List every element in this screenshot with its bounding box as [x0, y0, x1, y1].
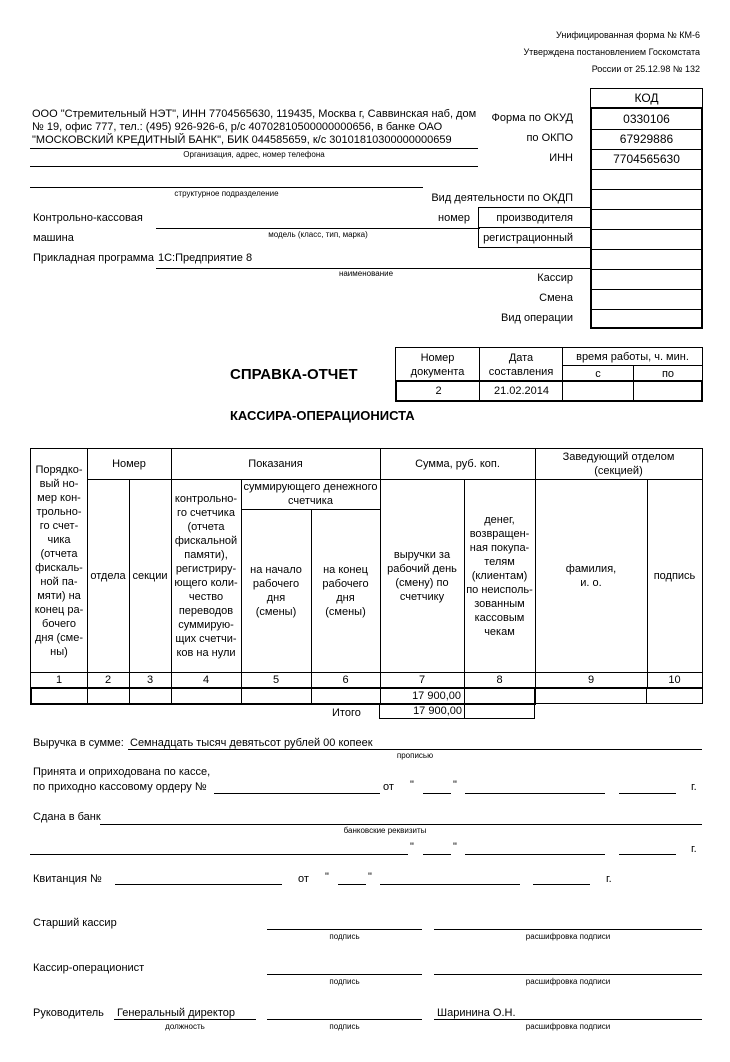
col-num-9: 9 [587, 674, 595, 686]
cashier-operator-sign-caption: подпись [329, 977, 360, 986]
bank-year-line [619, 854, 676, 855]
work-time-header: время работы, ч. мин. [576, 350, 689, 363]
program-label: Прикладная программа [33, 252, 154, 264]
returned-header: денег, возвращен-ная покупа-телям (клиентам) по неисполь-зованным кассовым чекам [466, 513, 533, 638]
manager-decode-caption: расшифровка подписи [525, 1022, 611, 1031]
bank-quote-open: " [410, 841, 414, 853]
manager-position-caption: должность [165, 1022, 205, 1031]
organization-caption: Организация, адрес, номер телефона [183, 150, 325, 159]
manager-name-value: Шаринина О.Н. [437, 1007, 516, 1019]
receipt-quote-close: " [368, 871, 372, 883]
dept-header: отдела [90, 569, 126, 582]
receipt-day-line [338, 884, 366, 885]
col-num-4: 4 [202, 674, 210, 686]
total-row [379, 704, 535, 719]
registration-label: регистрационный [483, 232, 573, 244]
doc-info-values [395, 380, 703, 402]
bank-label: Сдана в банк [33, 811, 101, 823]
kkm-label-1: Контрольно-кассовая [33, 212, 143, 224]
inn-label: ИНН [549, 152, 573, 164]
senior-cashier-sign-line[interactable] [267, 929, 422, 930]
section-header: секции [132, 569, 168, 582]
order-day-line [423, 793, 451, 794]
main-table-header [30, 448, 703, 688]
okdp-label: Вид деятельности по ОКДП [431, 192, 573, 204]
kkm-underline [156, 228, 480, 229]
doc-number-value: 2 [435, 385, 442, 397]
revenue-words-underline [128, 749, 702, 750]
senior-cashier-decode-caption: расшифровка подписи [525, 932, 611, 941]
in-words-caption: прописью [396, 751, 434, 760]
shift-label: Смена [539, 292, 573, 304]
revenue-header: выручки за рабочий день (смену) по счетчику [387, 548, 457, 603]
cashier-operator-sign-line[interactable] [267, 974, 422, 975]
col-num-7: 7 [418, 674, 426, 686]
readings-header: Показания [248, 458, 303, 470]
manager-sign-header: подпись [653, 569, 696, 582]
receipt-year-suffix: г. [606, 873, 612, 885]
doc-date-value: 21.02.2014 [493, 385, 550, 397]
senior-cashier-label: Старший кассир [33, 917, 117, 929]
kkm-number-label: номер [438, 212, 470, 224]
receipt-month-line [380, 884, 520, 885]
revenue-words-value: Семнадцать тысяч девятьсот рублей 00 копеек [130, 737, 373, 749]
receipt-year-line [533, 884, 590, 885]
manager-sign-line[interactable] [267, 1019, 422, 1020]
okud-value: 0330106 [623, 112, 670, 126]
organization-line1: ООО "Стремительный НЭТ", ИНН 7704565630, 119435, Москва г, Саввинская наб, дом [32, 108, 477, 120]
bank-month-line [465, 854, 605, 855]
cashier-operator-decode-caption: расшифровка подписи [525, 977, 611, 986]
code-header-cell: КОД [590, 88, 703, 108]
number-header: Номер [112, 458, 146, 470]
quote-close: " [453, 779, 457, 791]
manager-sign-caption: подпись [329, 1022, 360, 1031]
document-subtitle: КАССИРА-ОПЕРАЦИОНИСТА [230, 408, 415, 423]
manager-position-value: Генеральный директор [117, 1007, 235, 1019]
subdivision-underline [30, 187, 423, 188]
accepted-line2: по приходно кассовому ордеру № [33, 781, 207, 793]
kkm-number-divider [478, 227, 592, 228]
col-num-1: 1 [55, 674, 63, 686]
revenue-words-label: Выручка в сумме: [33, 737, 124, 749]
manager-position-line [114, 1019, 256, 1020]
organization-line2: № 19, офис 777, тел.: (495) 926-926-6, р/с 40702810500000000656, в банке ОАО [32, 121, 443, 133]
end-of-day-header: на конец рабочего дня (смены) [322, 563, 369, 618]
col-num-5: 5 [272, 674, 280, 686]
order-number-line [214, 793, 380, 794]
manager-header: Заведующий отделом (секцией) [562, 451, 675, 477]
senior-cashier-decode-line[interactable] [434, 929, 702, 930]
organization-line3: "МОСКОВСКИЙ КРЕДИТНЫЙ БАНК", БИК 044585659, к/с 30101810300000000659 [32, 134, 452, 146]
receipt-number-line [115, 884, 282, 885]
kkm-caption: модель (класс, тип, марка) [268, 230, 368, 239]
col-num-6: 6 [342, 674, 349, 686]
okpo-value: 67929886 [619, 132, 674, 146]
col-num-3: 3 [146, 674, 154, 686]
kkm-label-2: машина [33, 232, 74, 244]
sum-header: Сумма, руб. коп. [415, 458, 500, 470]
summing-counter-header: суммирующего денежного счетчика [243, 481, 378, 507]
total-label: Итого [332, 707, 361, 719]
order-number-header: Порядко-вый но-мер кон-трольно-го счет-чика (отчета фискаль-ной па-мяти) на конец ра-бочего дня (сме-ны) [34, 463, 84, 658]
manager-name-header: фамилия, и. о. [565, 562, 617, 589]
order-year-suffix: г. [691, 781, 697, 793]
inn-value: 7704565630 [613, 152, 680, 166]
cashier-operator-label: Кассир-операционист [33, 962, 145, 974]
bank-extra-line [30, 854, 408, 855]
col-num-2: 2 [104, 674, 112, 686]
form-approval-line2: Утверждена постановлением Госкомстата [523, 47, 700, 57]
cashier-operator-decode-line[interactable] [434, 974, 702, 975]
table-row-manager [535, 688, 703, 704]
senior-cashier-sign-caption: подпись [329, 932, 360, 941]
form-approval-line3: России от 25.12.98 № 132 [591, 64, 700, 74]
accepted-line1: Принята и оприходована по кассе, [33, 766, 211, 778]
col-num-8: 8 [496, 674, 503, 686]
control-counter-header: контрольно-го счетчика (отчета фискальной памяти), регистриру-ющего коли-чество переводов суммирую-щих счетчи-ков на нули [174, 492, 238, 659]
start-of-day-header: на начало рабочего дня (смены) [250, 563, 302, 618]
subdivision-caption: структурное подразделение [174, 189, 279, 198]
operation-type-label: Вид операции [501, 312, 573, 324]
doc-number-header: Номер документа [410, 352, 465, 378]
time-to-header: по [661, 367, 675, 380]
document-title: СПРАВКА-ОТЧЕТ [230, 366, 358, 383]
manufacturer-label: производителя [496, 212, 573, 224]
bank-underline [100, 824, 702, 825]
okud-label: Форма по ОКУД [491, 112, 573, 124]
table-row [30, 687, 536, 705]
bank-day-line [423, 854, 451, 855]
manager-decode-line [434, 1019, 702, 1020]
receipt-label: Квитанция № [33, 873, 102, 885]
doc-info-header [395, 347, 703, 382]
order-month-line [465, 793, 605, 794]
order-year-line [619, 793, 676, 794]
organization-extra-line [30, 166, 478, 167]
bank-year-suffix: г. [691, 843, 697, 855]
order-from-label: от [383, 781, 394, 793]
form-code-line1: Унифицированная форма № КМ-6 [556, 30, 700, 40]
row-revenue-value: 17 900,00 [412, 690, 461, 702]
manager-label: Руководитель [33, 1007, 104, 1019]
receipt-from-label: от [298, 873, 309, 885]
bank-caption: банковские реквизиты [343, 826, 427, 835]
quote-open: " [410, 779, 414, 791]
cashier-label: Кассир [537, 272, 573, 284]
organization-underline [30, 148, 478, 149]
program-caption: наименование [338, 269, 394, 278]
time-from-header: с [595, 367, 601, 380]
okpo-label: по ОКПО [526, 132, 573, 144]
program-value: 1С:Предприятие 8 [158, 252, 253, 264]
total-revenue-value: 17 900,00 [413, 705, 462, 717]
col-num-10: 10 [668, 674, 681, 686]
code-box [590, 107, 703, 329]
bank-quote-close: " [453, 841, 457, 853]
receipt-quote-open: " [325, 871, 329, 883]
doc-date-header: Дата составления [488, 352, 554, 378]
